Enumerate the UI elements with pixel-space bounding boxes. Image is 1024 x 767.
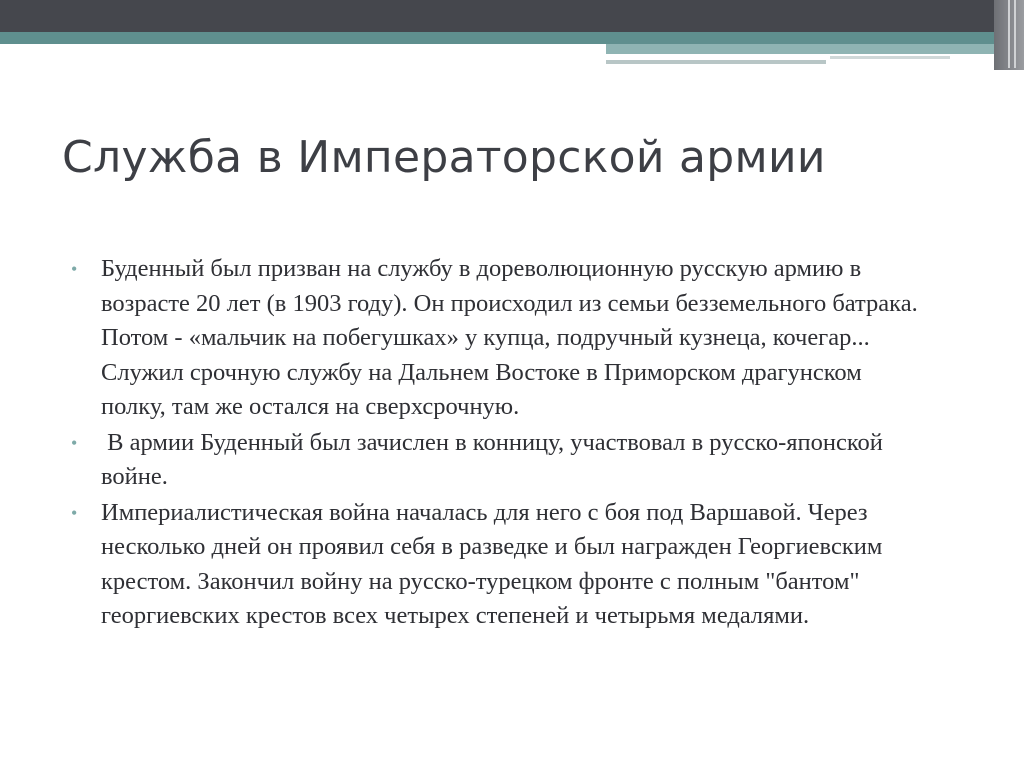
bullet-text: Империалистическая война началась для него с боя под Варшавой. Через несколько дней он проявил себя в разведке и был награжден Георгиевским крестом. Закончил войну на русско-турецком фронте с полным "бантом" георгиевских крестов всех четырех степеней и четырьмя медалями. — [101, 498, 883, 629]
bullet-icon: • — [71, 502, 78, 523]
header-right-line — [1008, 0, 1010, 68]
bullet-text: Буденный был призван на службу в дореволюционную русскую армию в возрасте 20 лет (в 1903 году). Он происходил из семьи безземельного батрака. Потом - «мальчик на побегушках» у купца, подручный кузнеца, кочегар... Служил срочную службу на Дальнем Востоке в Приморском драгунском полку, там же остался на сверхсрочную. — [101, 255, 918, 420]
header-thin-line-2 — [830, 56, 950, 59]
bullet-text: В армии Буденный был зачислен в конницу, участвовал в русско-японской войне. — [101, 428, 890, 490]
header-band-teal — [0, 32, 1024, 44]
header-band-dark — [0, 0, 1024, 32]
bullet-item — [68, 496, 951, 634]
bullet-item — [68, 426, 931, 495]
bullet-icon: • — [71, 432, 78, 453]
header-band-teal-light — [606, 44, 1024, 54]
bullet-icon: • — [71, 259, 78, 279]
bullet-item — [68, 252, 931, 425]
header-right-line — [1014, 0, 1016, 68]
bullet-list — [68, 252, 948, 635]
header-thin-line — [606, 60, 826, 64]
slide-title: Служба в Императорской армии — [62, 132, 826, 183]
